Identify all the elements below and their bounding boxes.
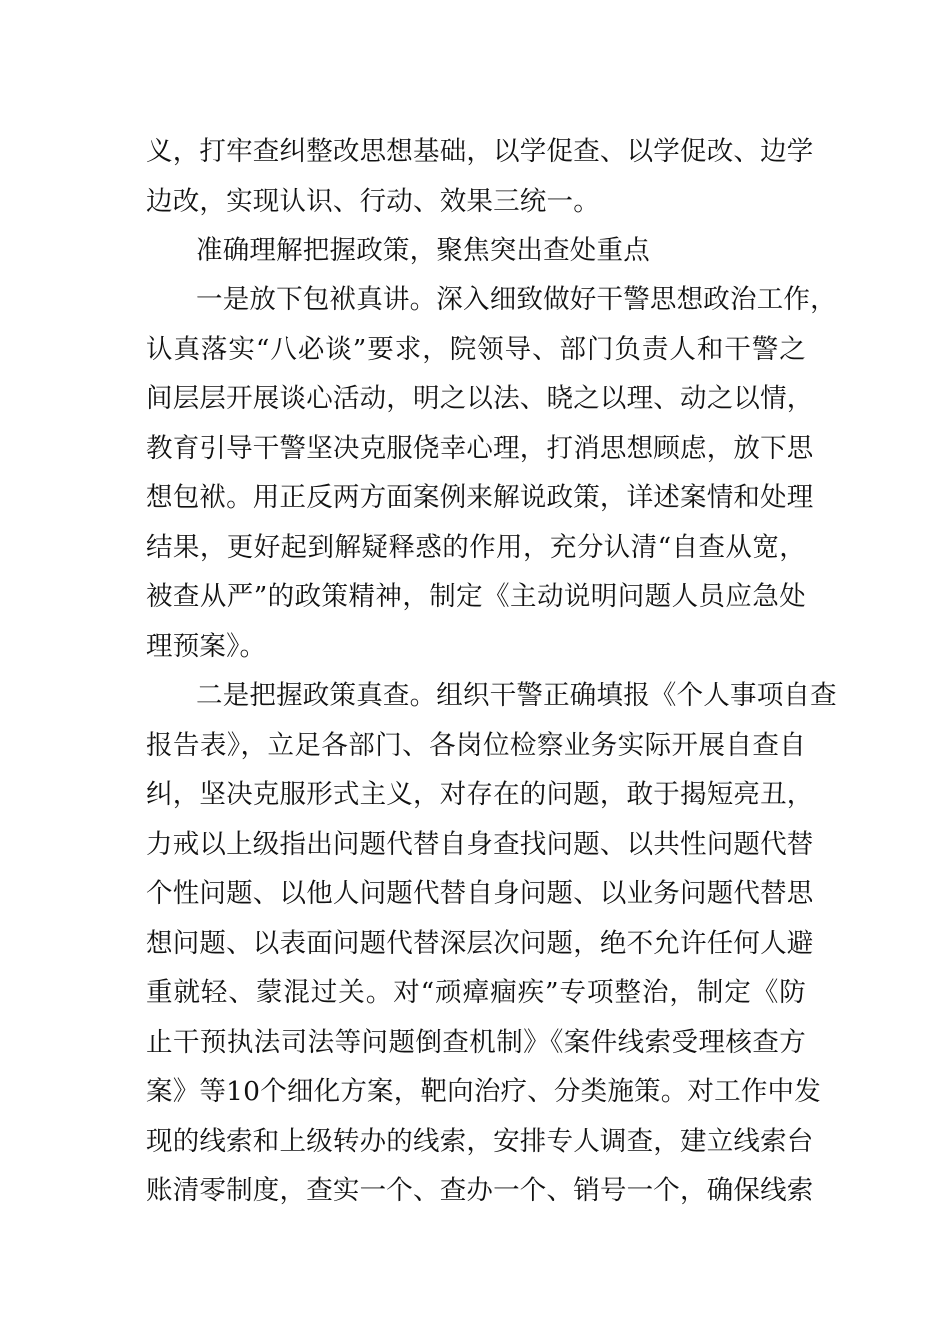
section-heading: 准确理解把握政策，聚焦突出查处重点 — [196, 235, 650, 266]
text-line: 个性问题、以他人问题代替自身问题、以业务问题代替思 — [146, 878, 814, 909]
text-line: 纠，坚决克服形式主义，对存在的问题，敢于揭短亮丑， — [146, 779, 814, 810]
text-line: 认真落实“八必谈”要求，院领导、部门负责人和干警之 — [146, 334, 806, 365]
text-line: 一是放下包袱真讲。深入细致做好干警思想政治工作， — [196, 284, 837, 315]
text-line: 理预案》。 — [146, 631, 267, 662]
text-line: 重就轻、蒙混过关。对“顽瘴痼疾”专项整治，制定《防 — [146, 977, 806, 1008]
text-line: 被查从严”的政策精神，制定《主动说明问题人员应急处 — [146, 581, 806, 612]
text-line: 现的线索和上级转办的线索，安排专人调查，建立线索台 — [146, 1126, 814, 1157]
text-line: 教育引导干警坚决克服侥幸心理，打消思想顾虑，放下思 — [146, 433, 814, 464]
text-line: 义，打牢查纠整改思想基础，以学促查、以学促改、边学 — [146, 136, 814, 167]
text-line: 案》等10个细化方案，靶向治疗、分类施策。对工作中发 — [146, 1076, 821, 1107]
text-line: 间层层开展谈心活动，明之以法、晓之以理、动之以情， — [146, 383, 814, 414]
text-line: 边改，实现认识、行动、效果三统一。 — [146, 186, 600, 217]
text-line: 想问题、以表面问题代替深层次问题，绝不允许任何人避 — [146, 928, 814, 959]
text-line: 报告表》，立足各部门、各岗位检察业务实际开展自查自 — [146, 730, 806, 761]
text-line: 想包袱。用正反两方面案例来解说政策，详述案情和处理 — [146, 482, 814, 513]
text-line: 账清零制度，查实一个、查办一个、销号一个，确保线索 — [146, 1175, 814, 1206]
text-line: 二是把握政策真查。组织干警正确填报《个人事项自查 — [196, 680, 837, 711]
text-line: 止干预执法司法等问题倒查机制》《案件线索受理核查方 — [146, 1027, 806, 1058]
text-line: 力戒以上级指出问题代替自身查找问题、以共性问题代替 — [146, 829, 814, 860]
text-line: 结果，更好起到解疑释惑的作用，充分认清“自查从宽， — [146, 532, 806, 563]
